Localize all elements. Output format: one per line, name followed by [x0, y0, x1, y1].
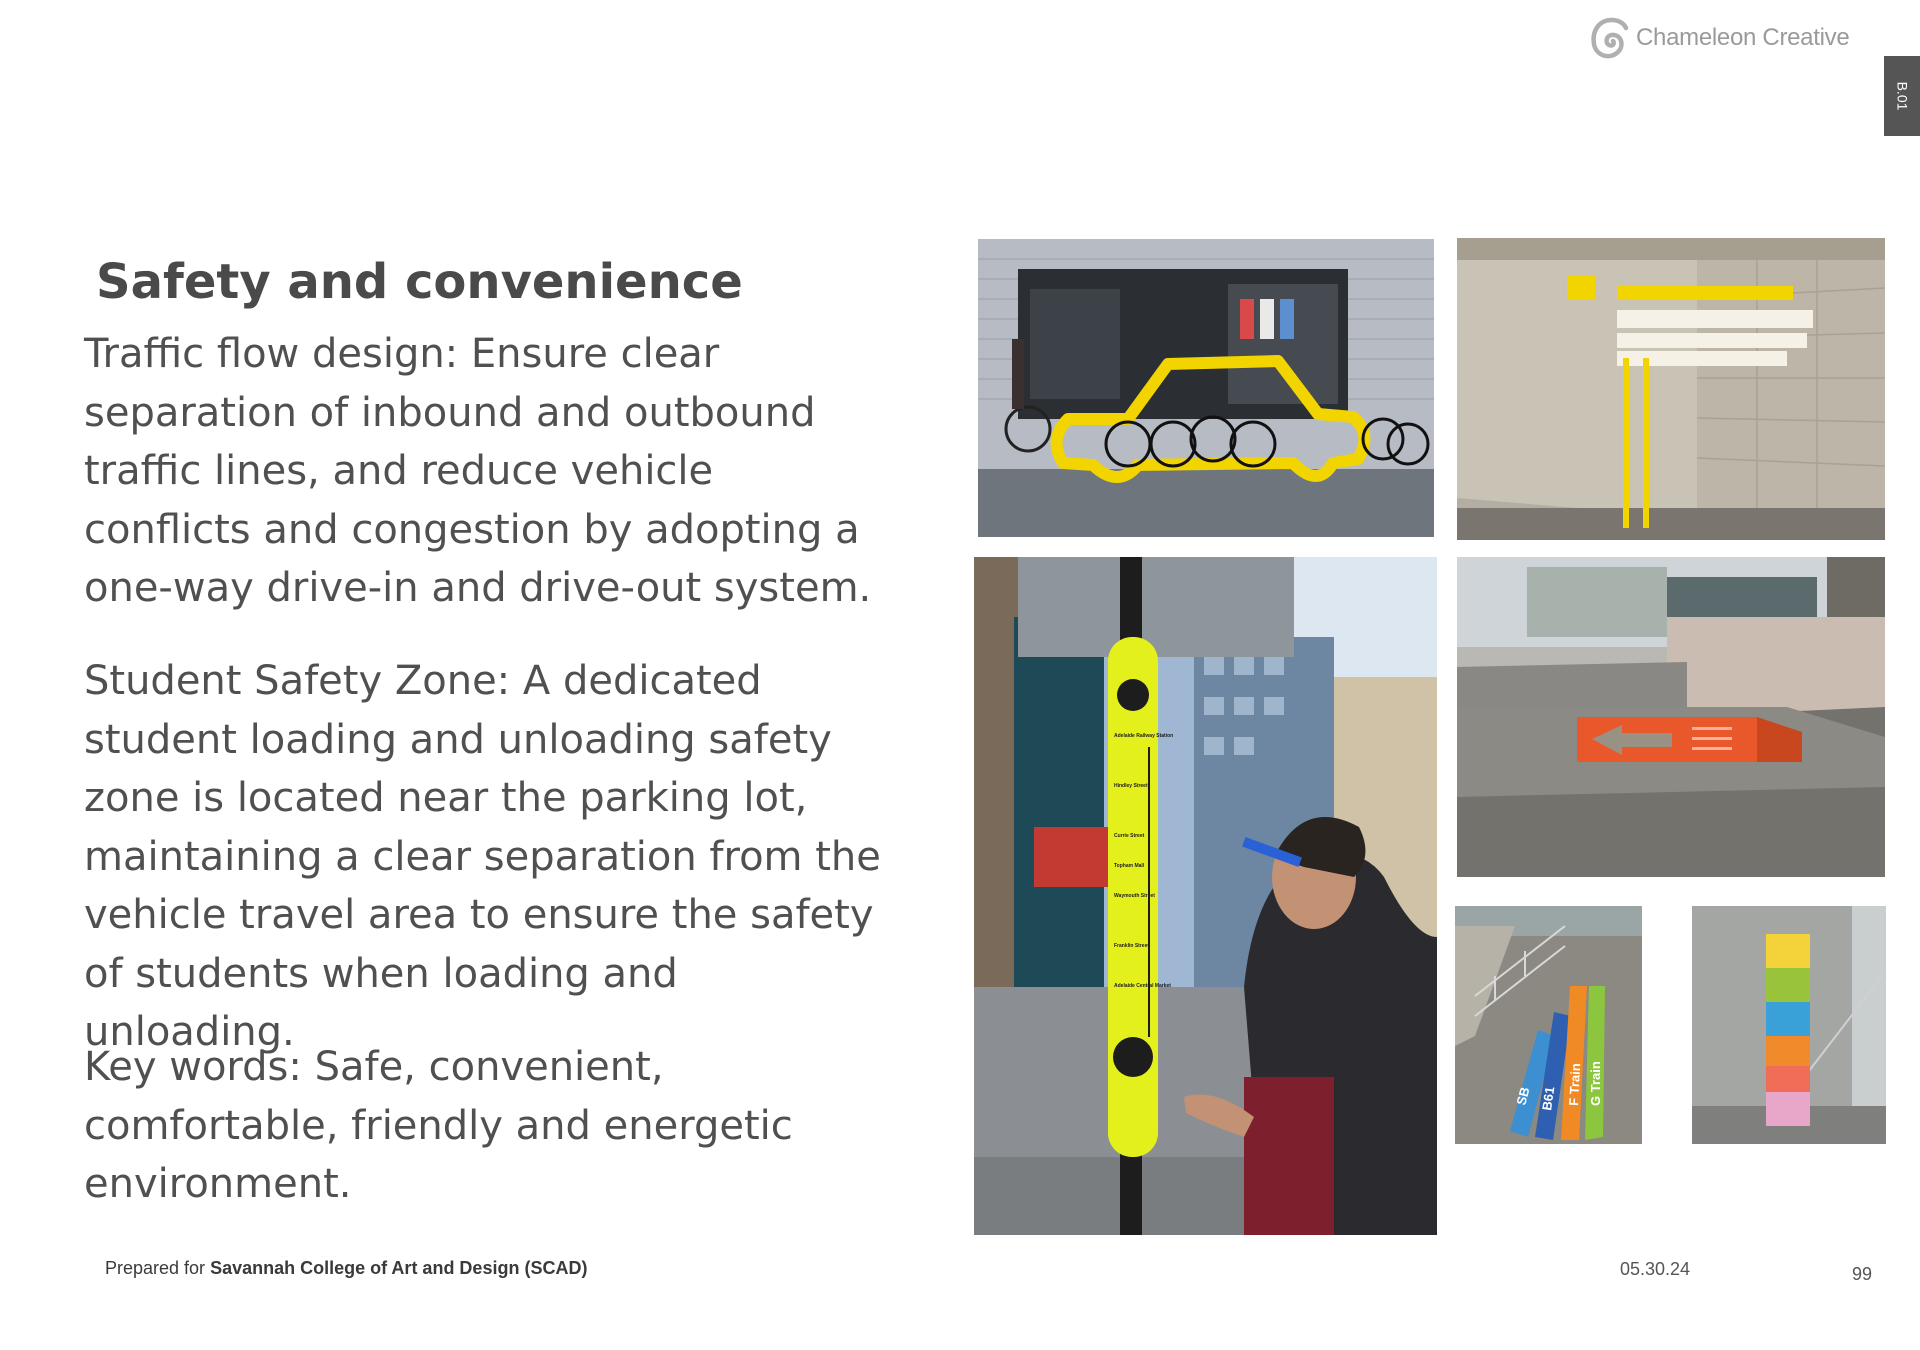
brand-name: Chameleon Creative [1636, 24, 1850, 51]
strip-label-f-train: F Train [1566, 1062, 1584, 1107]
photo-orange-arrow-bench [1457, 557, 1885, 877]
route-stop-3: Currie Street [1114, 833, 1145, 839]
footer-client-name: Savannah College of Art and Design (SCAD) [210, 1258, 588, 1278]
paragraph-traffic-flow: Traffic flow design: Ensure clear separation of inbound and outbound traffic lines, and reduce vehicle conflicts and congestion by adopting a one-way drive-in and drive-out system. [84, 331, 872, 611]
footer-page-number: 99 [1852, 1264, 1873, 1284]
page-heading: Safety and convenience [96, 254, 743, 310]
route-stop-7: Adelaide Central Market [1114, 983, 1171, 989]
route-stop-1: Adelaide Railway Station [1114, 733, 1174, 739]
paragraph-key-words: Key words: Safe, convenient, comfortable, friendly and energetic environment. [84, 1044, 793, 1207]
route-stop-6: Franklin Street [1114, 943, 1150, 949]
photo-color-column [1692, 906, 1886, 1144]
strip-label-b61: B61 [1539, 1085, 1558, 1112]
paragraph-student-safety: Student Safety Zone: A dedicated student loading and unloading safety zone is located near the parking lot, maintaining a clear separation from the vehicle travel area to ensure the safety of students when loading and unloading. [84, 658, 881, 1055]
page-section-label: B.01 [1894, 81, 1910, 111]
strip-label-sb: SB [1513, 1085, 1533, 1107]
page-section-tab [1884, 56, 1920, 136]
photo-wall-sign-post [1457, 238, 1885, 540]
photo-ground-route-strips [1455, 906, 1642, 1144]
footer-prepared-for [105, 1258, 587, 1279]
photo-car-bike-rack [978, 239, 1434, 537]
route-stop-4: Topham Mall [1114, 863, 1145, 869]
footer-prepared-prefix: Prepared for [105, 1258, 211, 1278]
photo-pole-route-sign [974, 557, 1437, 1235]
route-stop-5: Waymouth Street [1114, 893, 1155, 899]
strip-label-g-train: G Train [1588, 1061, 1603, 1106]
route-stop-2: Hindley Street [1114, 783, 1148, 789]
footer-date: 05.30.24 [1620, 1259, 1691, 1279]
chameleon-logo-icon [1588, 12, 1630, 64]
brand [1588, 12, 1849, 64]
